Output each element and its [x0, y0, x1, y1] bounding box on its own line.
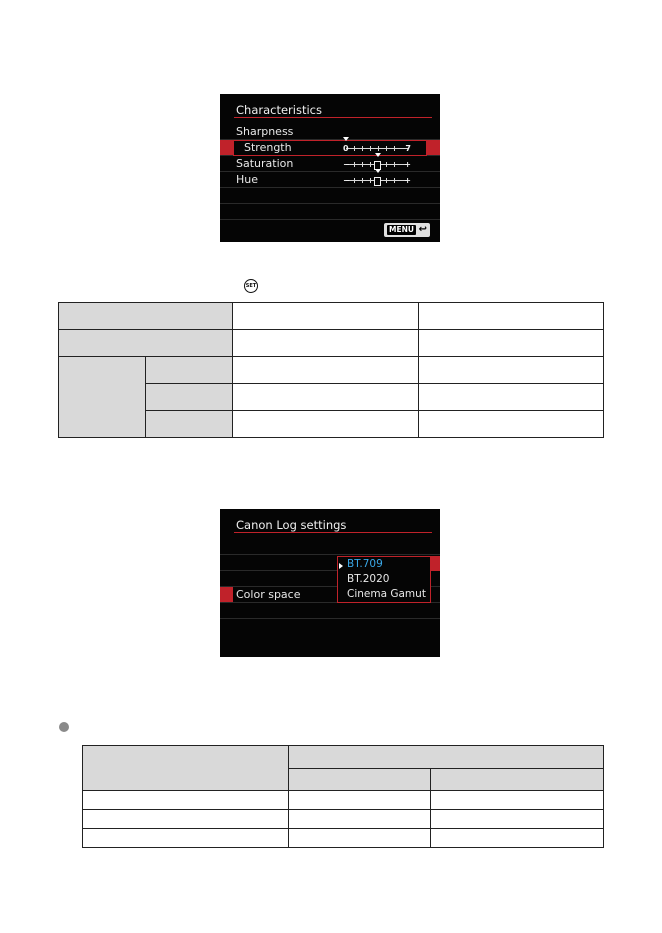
- menu-row-empty: [220, 188, 440, 204]
- bullet-icon: [59, 722, 69, 732]
- menu-item-label: Saturation: [236, 157, 294, 170]
- slider-min-label: −: [343, 176, 350, 185]
- color-space-dropdown[interactable]: [337, 556, 431, 603]
- menu-item-strength[interactable]: [220, 140, 440, 156]
- selection-marker: [220, 587, 233, 602]
- default-pointer-icon: [375, 169, 381, 173]
- menu-item-label: Strength: [244, 141, 292, 154]
- back-icon: ↩: [418, 224, 427, 235]
- slider-min-label: −: [343, 160, 350, 169]
- title-underline: [234, 117, 432, 118]
- strength-slider[interactable]: [344, 144, 410, 153]
- scroll-marker: [427, 140, 440, 155]
- menu-back-button[interactable]: [384, 223, 430, 237]
- default-pointer-icon: [343, 137, 349, 141]
- characteristics-screen: [220, 94, 440, 242]
- scroll-marker: [430, 556, 440, 571]
- menu-item-label: Hue: [236, 173, 259, 186]
- set-button-icon: SET: [244, 279, 258, 293]
- slider-max-label: +: [404, 176, 411, 185]
- saturation-slider[interactable]: [344, 160, 410, 169]
- slider-max-label: 7: [405, 144, 411, 153]
- option-bt2020[interactable]: BT.2020: [347, 573, 390, 585]
- option-cinema-gamut[interactable]: Cinema Gamut: [347, 588, 426, 600]
- canon-log-settings-screen: [220, 509, 440, 657]
- title-underline: [234, 532, 432, 533]
- option-bt709[interactable]: BT.709: [347, 558, 383, 570]
- default-pointer-icon: [375, 153, 381, 157]
- slider-max-label: +: [404, 160, 411, 169]
- selected-option-pointer-icon: [339, 563, 343, 569]
- menu-item-label: Color space: [236, 588, 301, 601]
- menu-row-empty: [220, 204, 440, 220]
- selection-marker: [220, 140, 233, 155]
- color-space-table: [82, 745, 604, 848]
- menu-row-empty: [220, 539, 440, 555]
- screen-title: Characteristics: [236, 103, 322, 117]
- menu-item-saturation[interactable]: [220, 156, 440, 172]
- settings-table: [58, 302, 604, 438]
- slider-min-label: 0: [343, 144, 349, 153]
- menu-item-label: Sharpness: [236, 125, 294, 138]
- menu-label: MENU: [389, 225, 414, 234]
- menu-item-hue[interactable]: [220, 172, 440, 188]
- hue-slider[interactable]: [344, 176, 410, 185]
- slider-knob: [374, 177, 381, 186]
- screen-title: Canon Log settings: [236, 518, 347, 532]
- menu-item-sharpness[interactable]: [220, 124, 440, 140]
- menu-row-empty: [220, 603, 440, 619]
